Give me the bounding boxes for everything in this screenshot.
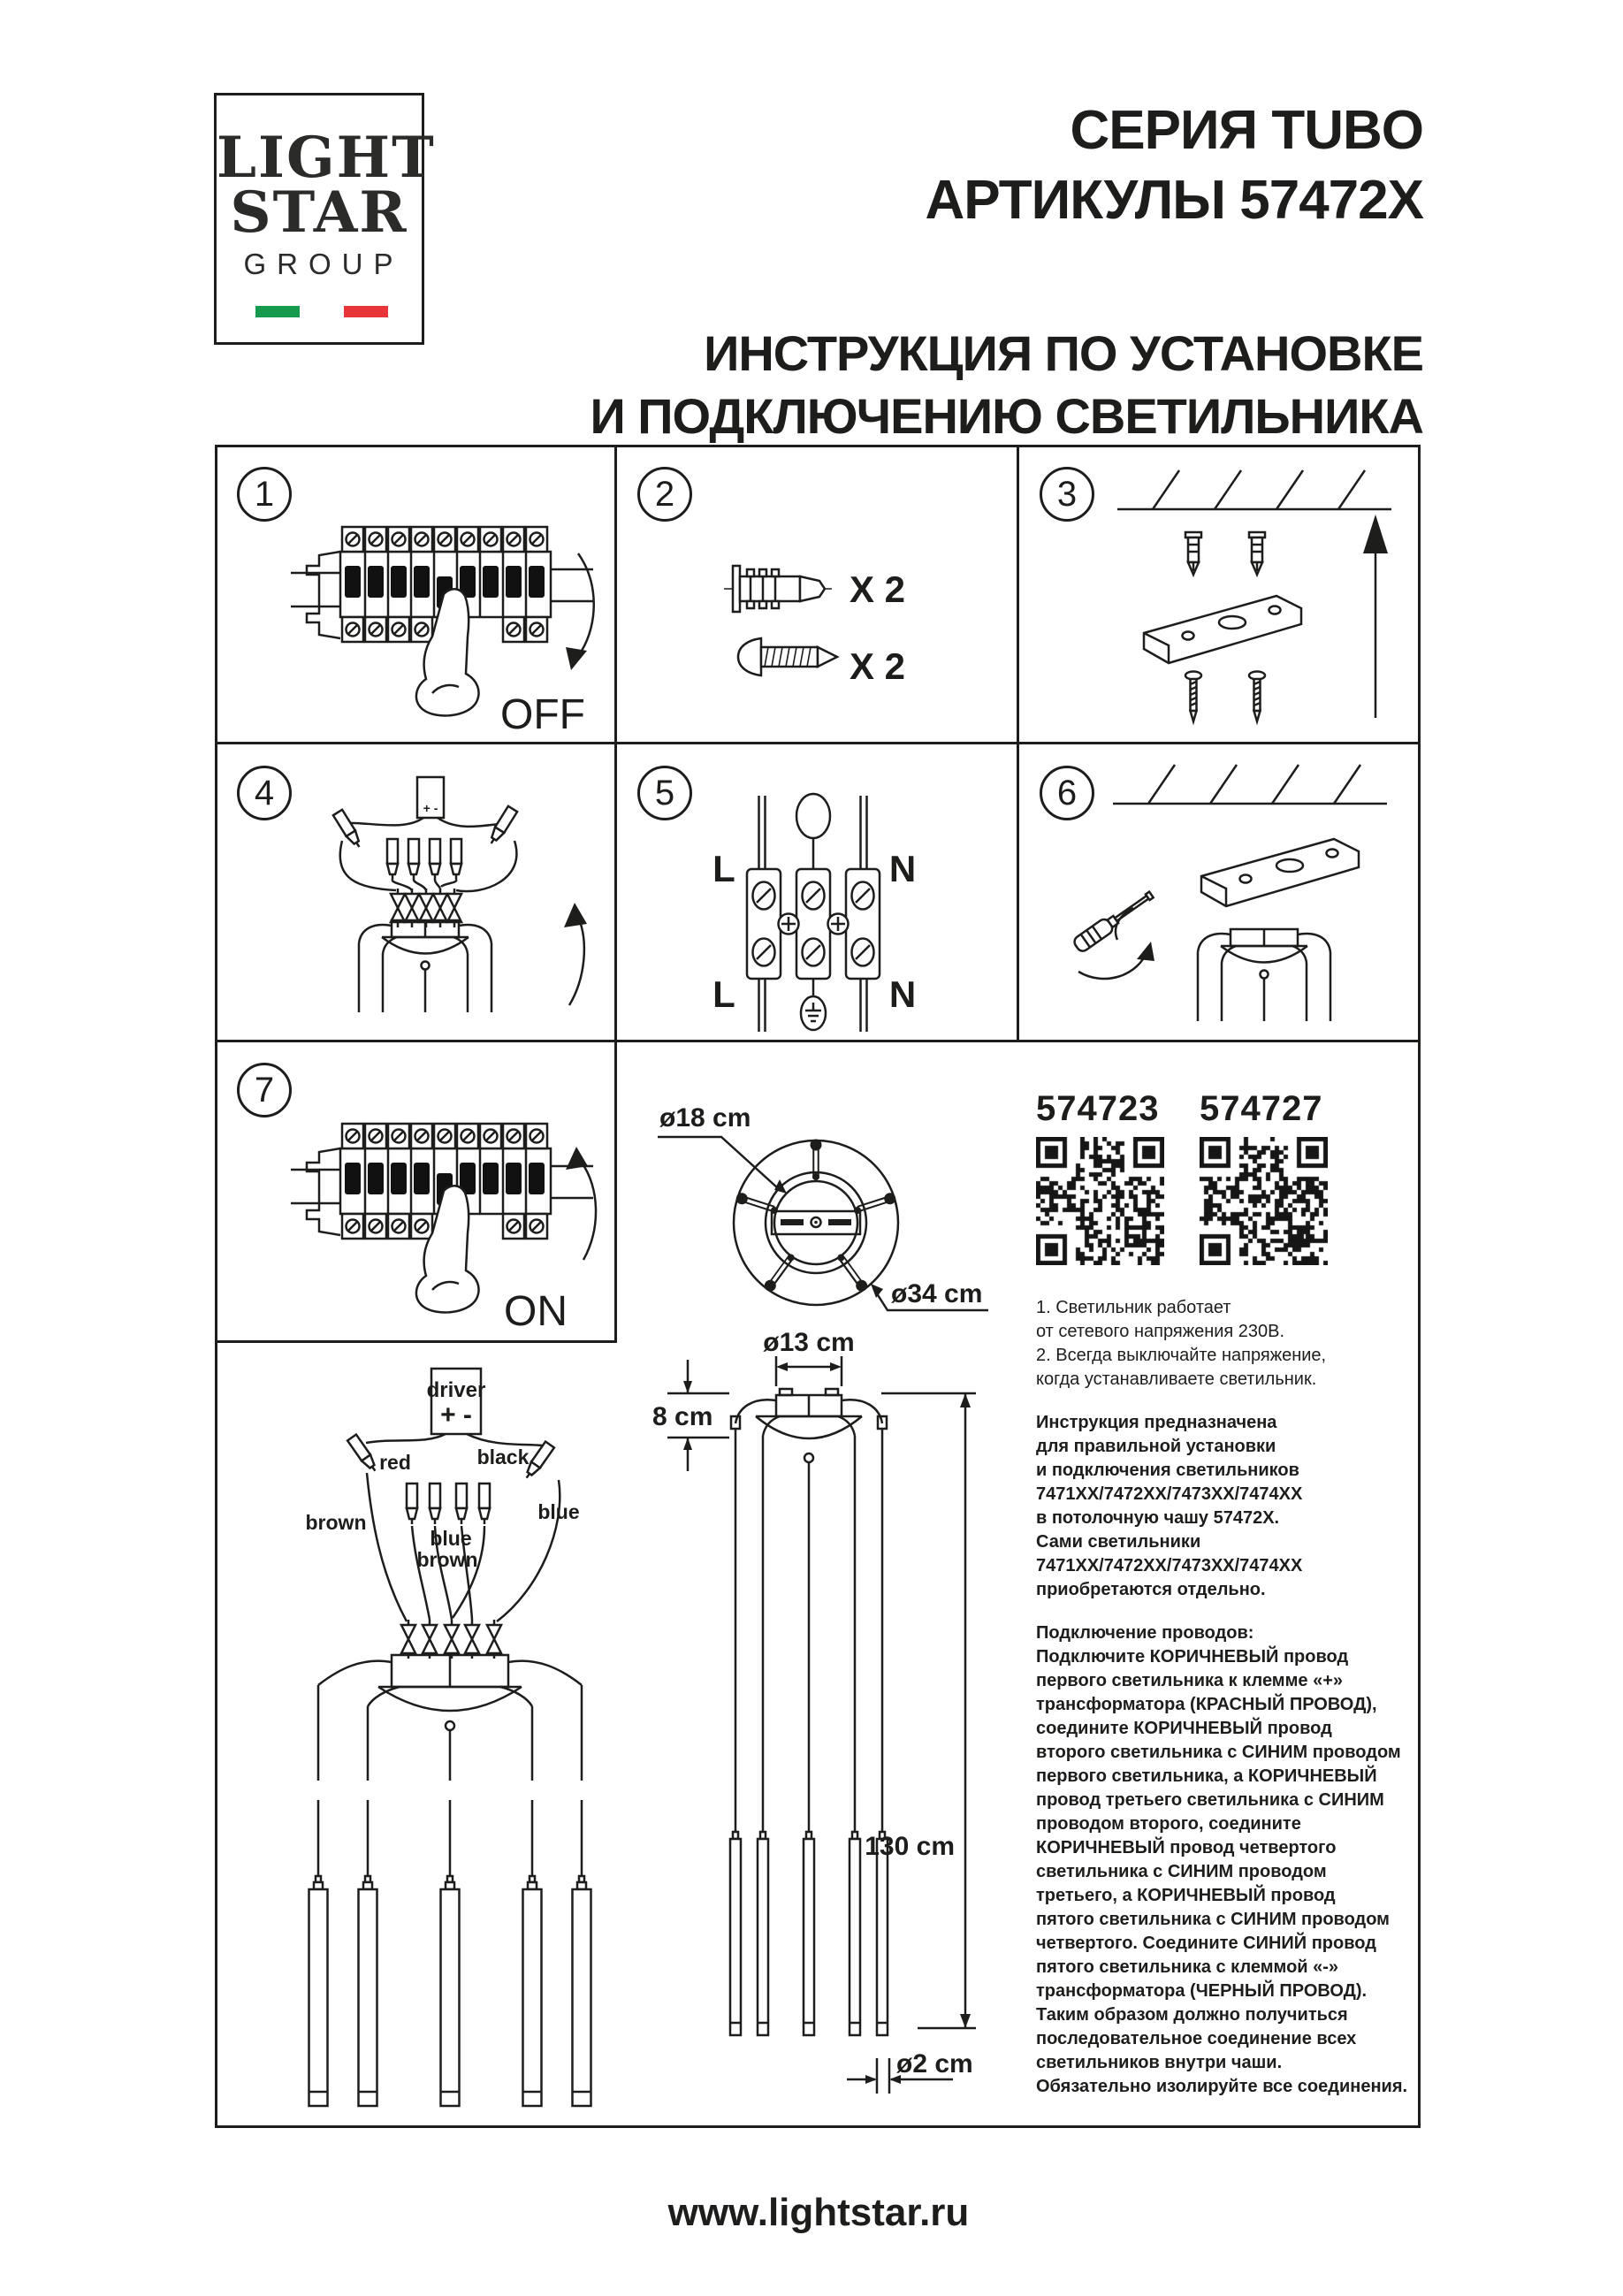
step-3-illustration-mounting (1020, 447, 1418, 741)
article-number-574727: 574727 (1200, 1089, 1323, 1128)
col-divider-2 (1017, 445, 1019, 1042)
driver-label: driver (426, 1378, 486, 1402)
italian-flag-stripe (255, 306, 388, 317)
notes-paragraph: 1. Светильник работает от сетевого напряжения 230В. 2. Всегда выключайте напряжение, когда устанавливаете светильник. (1036, 1298, 1327, 1389)
step-1-illustration-breaker-off (217, 447, 613, 741)
footer-url: www.lightstar.ru (667, 2191, 970, 2234)
step-2-illustration-fixings (618, 447, 1015, 741)
row-divider-2 (215, 1040, 1421, 1042)
driver-wiring-diagram (248, 1360, 619, 2120)
dim-d2-label: ø2 cm (896, 2049, 973, 2079)
article-number-574723: 574723 (1036, 1089, 1160, 1128)
anchor-quantity: X 2 (850, 568, 906, 610)
wire-label-brown-center: brown (416, 1548, 478, 1571)
row-divider-1 (215, 742, 1421, 744)
step-7-illustration-breaker-on (217, 1044, 613, 1339)
dim-d18-label: ø18 cm (659, 1103, 751, 1133)
lightstar-logo (214, 93, 436, 345)
flag-green (255, 306, 300, 317)
logo-word-light: LIGHT (217, 125, 436, 191)
article-codes: АРТИКУЛЫ 57472X (925, 170, 1423, 231)
off-label: OFF (500, 691, 585, 738)
step-3-badge: 3 (1040, 467, 1094, 522)
top-view-diagram (636, 1087, 1008, 1344)
terminal-n-bottom: N (888, 973, 917, 1015)
step-4-badge: 4 (237, 766, 292, 820)
step-5-illustration-terminal (618, 747, 1015, 1039)
flag-white (300, 306, 344, 317)
purpose-paragraph: Инструкция предназначена для правильной установки и подключения светильников 7471XX/7472XX/7473XX/7474XX в потолочную чашу 57472X. Сами светильники 7471XX/7472XX/7473XX/7474XX приобретаются отдельно. (1036, 1413, 1303, 1599)
wire-label-red: red (379, 1451, 411, 1474)
terminal-l-bottom: L (712, 973, 735, 1015)
step-6-badge: 6 (1040, 766, 1094, 820)
step-5-badge: 5 (637, 766, 692, 820)
dim-h130-label: 130 cm (865, 1832, 955, 1861)
header-instruction-title (590, 322, 1423, 447)
qr-code-574723 (1036, 1137, 1164, 1265)
dim-d34-label: ø34 cm (891, 1279, 983, 1308)
step-6-illustration-screwdriver (1020, 747, 1418, 1039)
driver-polarity: + - (423, 801, 438, 815)
wire-label-blue-right: blue (537, 1500, 580, 1523)
step-1-badge: 1 (237, 467, 292, 522)
header-series-block (925, 95, 1423, 235)
qr-code-574727 (1200, 1137, 1328, 1265)
driver-polarity-label: + - (440, 1400, 472, 1430)
terminal-n-top: N (888, 848, 917, 889)
title-line-2: И ПОДКЛЮЧЕНИЮ СВЕТИЛЬНИКА (590, 388, 1423, 444)
front-view-diagram (645, 1326, 999, 2131)
terminal-l-top: L (712, 848, 735, 889)
on-label: ON (504, 1288, 568, 1335)
series-name: СЕРИЯ TUBO (1070, 100, 1423, 161)
step-7-badge: 7 (237, 1063, 292, 1117)
cell7-bottom-divider (215, 1340, 617, 1343)
wire-label-brown-left: brown (305, 1511, 367, 1534)
step-4-illustration-wiring (217, 747, 613, 1039)
screw-quantity: X 2 (850, 645, 906, 687)
title-line-1: ИНСТРУКЦИЯ ПО УСТАНОВКЕ (704, 325, 1423, 381)
flag-red (344, 306, 388, 317)
dim-d13-label: ø13 cm (763, 1328, 855, 1357)
dim-h8-label: 8 cm (652, 1402, 713, 1431)
wire-label-blue-center: blue (430, 1527, 472, 1550)
step-2-badge: 2 (637, 467, 692, 522)
logo-word-star: STAR (230, 179, 408, 246)
logo-word-group: GROUP (243, 248, 404, 280)
col-divider-1 (614, 445, 617, 1343)
wire-label-black: black (476, 1445, 530, 1468)
wiring-paragraph: Подключение проводов: Подключите КОРИЧНЕВЫЙ провод первого светильника к клемме «+» трансформатора (КРАСНЫЙ ПРОВОД), соедините КОРИЧНЕВЫЙ провод второго светильника с СИНИМ проводом первого светильника, а КОРИЧНЕВЫЙ провод третьего светильника с СИНИМ проводом второго, соедините КОРИЧНЕВЫЙ провод четвертого светильника с СИНИМ проводом третьего, а КОРИЧНЕВЫЙ провод пятого светильника с СИНИМ проводом четвертого. Соедините СИНИЙ провод пятого светильника с клеммой «-» трансформатора (ЧЕРНЫЙ ПРОВОД). Таким образом должно получиться последовательное соединение всех светильников внутри чаши. Обязательно изолируйте все соединения. (1036, 1623, 1408, 2096)
